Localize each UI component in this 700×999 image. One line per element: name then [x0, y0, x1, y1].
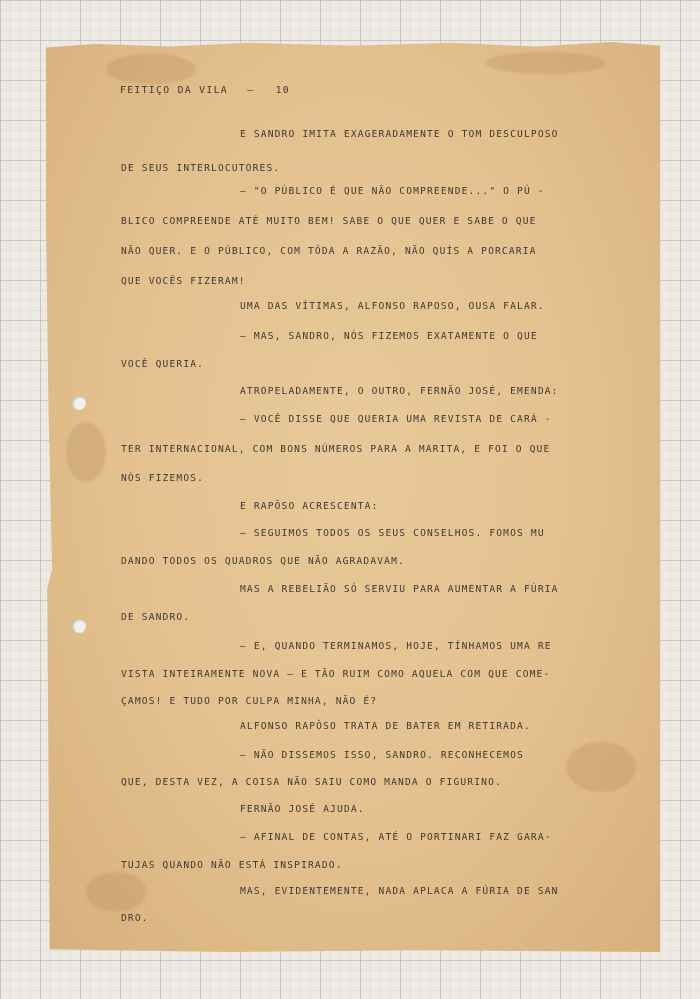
- text-line: VISTA INTEIRAMENTE NOVA — E TÃO RUIM COMO AQUELA COM QUE COME-: [121, 669, 551, 680]
- paper-stain: [566, 742, 636, 792]
- text-line: NÓS FIZEMOS.: [121, 473, 205, 484]
- text-line: VOCÊ QUERIA.: [121, 359, 205, 370]
- paper-stain: [486, 52, 606, 74]
- text-line: MAS A REBELIÃO SÓ SERVIU PARA AUMENTAR A FÚRIA: [240, 584, 559, 595]
- text-line: DRO.: [121, 913, 149, 924]
- text-line: ATROPELADAMENTE, O OUTRO, FERNÃO JOSÉ, EMENDA:: [240, 386, 559, 397]
- text-line: — NÃO DISSEMOS ISSO, SANDRO. RECONHECEMOS: [240, 750, 524, 761]
- text-line: DE SEUS INTERLOCUTORES.: [121, 163, 281, 174]
- punch-hole: [72, 619, 86, 633]
- page-number: 10: [275, 85, 290, 96]
- text-line: — VOCÊ DISSE QUE QUERIA UMA REVISTA DE CARÁ -: [240, 414, 552, 425]
- page-header: [120, 84, 290, 98]
- text-line: MAS, EVIDENTEMENTE, NADA APLACA A FÚRIA DE SAN: [240, 886, 559, 897]
- text-line: DE SANDRO.: [121, 612, 191, 623]
- text-line: — SEGUIMOS TODOS OS SEUS CONSELHOS. FOMOS MU: [240, 528, 545, 539]
- paper-stain: [106, 54, 196, 84]
- text-line: NÃO QUER. E O PÚBLICO, COM TÔDA A RAZÃO, NÃO QUÍS A PORCARIA: [121, 246, 537, 257]
- text-line: — MAS, SANDRO, NÓS FIZEMOS EXATAMENTE O QUE: [240, 331, 538, 342]
- text-line: — E, QUANDO TERMINAMOS, HOJE, TÍNHAMOS UMA RE: [240, 641, 552, 652]
- text-line: QUE VOCÊS FIZERAM!: [121, 276, 246, 287]
- paper-stain: [66, 422, 106, 482]
- text-line: ALFONSO RAPÔSO TRATA DE BATER EM RETIRADA.: [240, 721, 531, 732]
- paper-stain: [86, 872, 146, 912]
- text-line: TUJAS QUANDO NÃO ESTÁ INSPIRADO.: [121, 860, 343, 871]
- header-title: FEITIÇO DA VILA: [120, 85, 228, 96]
- text-line: QUE, DESTA VEZ, A COISA NÃO SAIU COMO MANDA O FIGURINO.: [121, 777, 502, 788]
- text-line: UMA DAS VÍTIMAS, ALFONSO RAPOSO, OUSA FALAR.: [240, 301, 545, 312]
- text-line: — AFINAL DE CONTAS, ATÉ O PORTINARI FAZ GARA-: [240, 832, 552, 843]
- text-line: TER INTERNACIONAL, COM BONS NÚMEROS PARA A MARITA, E FOI O QUE: [121, 444, 551, 455]
- header-dash: —: [247, 85, 255, 96]
- text-line: ÇAMOS! E TUDO POR CULPA MINHA, NÃO É?: [121, 696, 378, 707]
- text-line: E RAPÔSO ACRESCENTA:: [240, 501, 379, 512]
- text-line: DANDO TODOS OS QUADROS QUE NÃO AGRADAVAM.: [121, 556, 405, 567]
- punch-hole: [72, 396, 86, 410]
- text-line: BLICO COMPREENDE ATÉ MUITO BEM! SABE O QUE QUER E SABE O QUE: [121, 216, 537, 227]
- text-line: E SANDRO IMITA EXAGERADAMENTE O TOM DESCULPOSO: [240, 129, 559, 140]
- text-line: — "O PÚBLICO É QUE NÃO COMPREENDE..." O PÚ -: [240, 186, 545, 197]
- text-line: FERNÃO JOSÉ AJUDA.: [240, 804, 365, 815]
